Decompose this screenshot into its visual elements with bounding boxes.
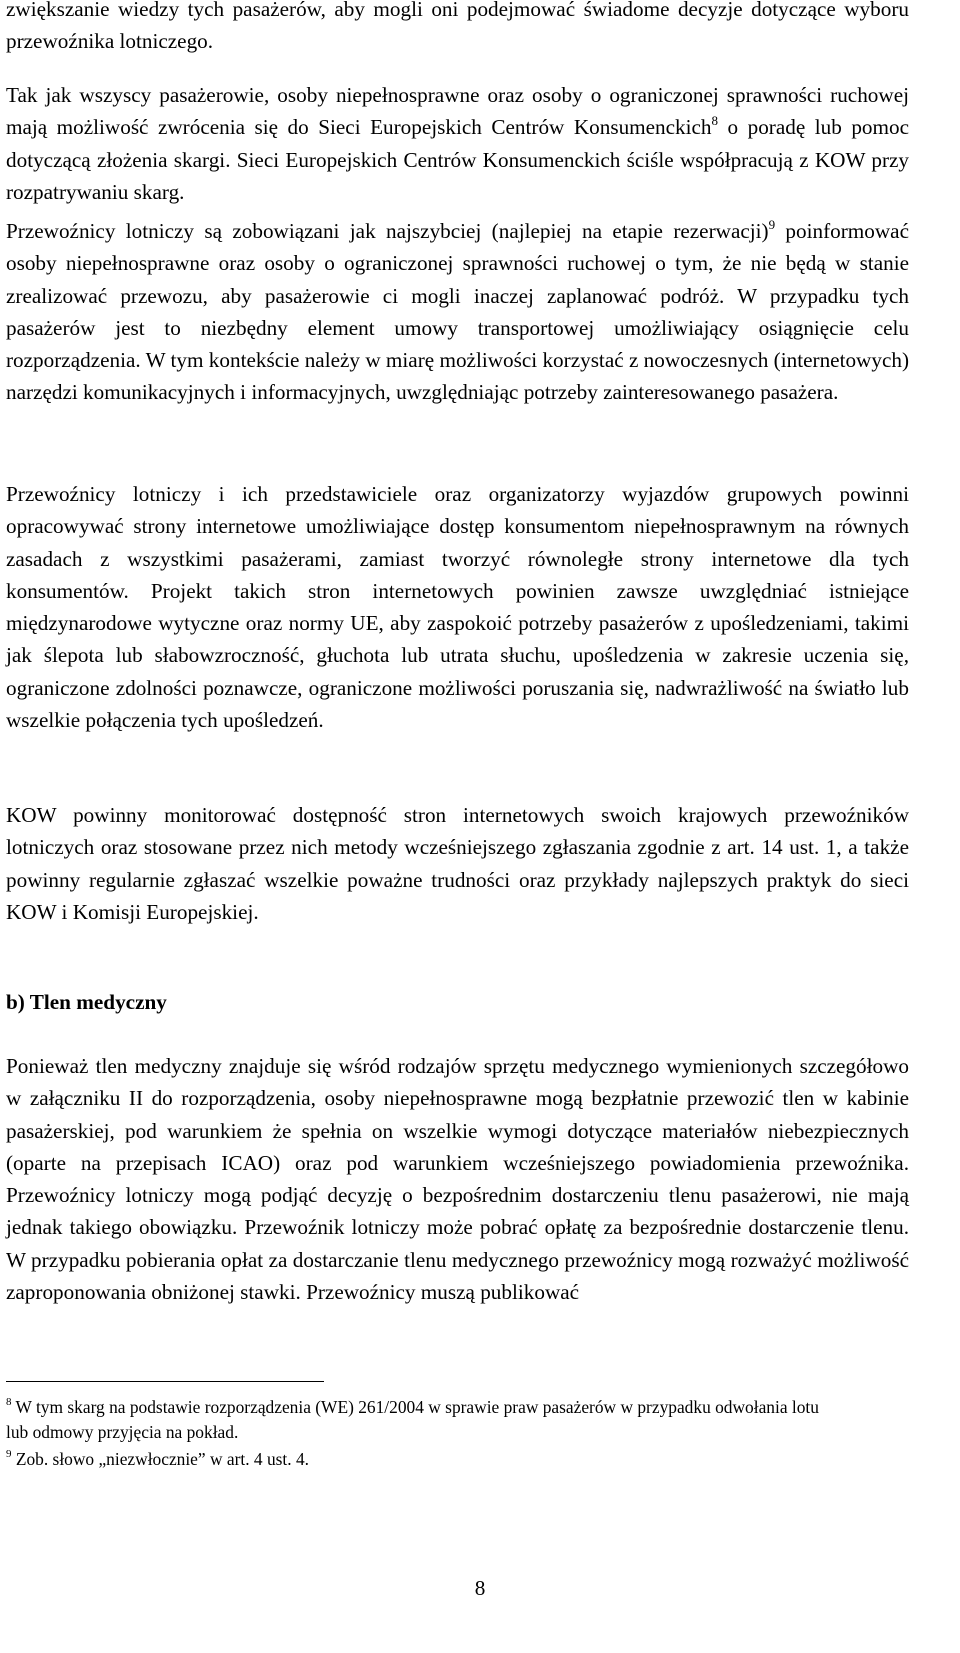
footnote-ref-9: 9 bbox=[768, 217, 776, 232]
paragraph-text: Przewoźnicy lotniczy i ich przedstawiciele oraz organizatorzy wyjazdów grupowych powinni opracowywać strony internetowe umożliwiające dostęp konsumentom niepełnosprawnym na równych zasadach z wszystkimi pasażerami, zamiast tworzyć równoległe strony internetowe dla tych konsumentów. Projekt takich stron internetowych powinien zawsze uwzględniać istniejące międzynarodowe wytyczne oraz normy UE, aby zaspokoić potrzeby pasażerów z upośledzeniami, takimi jak ślepota lub słabowzroczność, głuchota lub utrata słuchu, upośledzenia w zakresie uczenia się, ograniczone zdolności poznawcze, ograniczone możliwości poruszania się, nadwrażliwość na światło lub wszelkie połączenia tych upośledzeń. bbox=[6, 482, 909, 733]
section-heading: b) Tlen medyczny bbox=[6, 990, 167, 1014]
footnote-number: 9 bbox=[6, 1448, 12, 1460]
paragraph-kow-monitoring bbox=[6, 799, 909, 928]
paragraph-text: Ponieważ tlen medyczny znajduje się wśród rodzajów sprzętu medycznego wymienionych szczegółowo w załączniku II do rozporządzenia, osoby niepełnosprawne mogą bezpłatnie przewozić tlen w kabinie pasażerskiej, pod warunkiem że spełnia on wszelkie wymogi dotyczące materiałów niebezpiecznych (oparte na przepisach ICAO) oraz pod warunkiem wcześniejszego powiadomienia przewoźnika. Przewoźnicy lotniczy mogą podjąć decyzję o bezpośrednim dostarczeniu tlenu pasażerowi, nie mają jednak takiego obowiązku. Przewoźnik lotniczy może pobrać opłatę za bezpośrednie dostarczenie tlenu. W przypadku pobierania opłat za dostarczanie tlenu medycznego przewoźnicy mogą rozważyć możliwość zaproponowania obniżonej stawki. Przewoźnicy muszą publikować bbox=[6, 1054, 909, 1305]
footnote-9 bbox=[6, 1447, 836, 1472]
paragraph-text: KOW powinny monitorować dostępność stron internetowych swoich krajowych przewoźników lotniczych oraz stosowane przez nich metody wcześniejszego zgłaszania zgodnie z art. 14 ust. 1, a także powinny regularnie zgłaszać wszelkie poważne trudności oraz przykłady najlepszych praktyk do sieci KOW i Komisji Europejskiej. bbox=[6, 803, 909, 924]
paragraph-consumer-centres bbox=[6, 79, 909, 208]
page-number: 8 bbox=[474, 1576, 486, 1600]
footnote-8 bbox=[6, 1395, 836, 1445]
footnote-text: W tym skarg na podstawie rozporządzenia (WE) 261/2004 w sprawie praw pasażerów w przypadku odwołania lotu lub odmowy przyjęcia na pokład. bbox=[6, 1397, 819, 1442]
paragraph-text: Tak jak wszyscy pasażerowie, osoby niepełnosprawne oraz osoby o ograniczonej sprawności ruchowej mają możliwość zwrócenia się do Sieci Europejskich Centrów Konsumenckich bbox=[6, 83, 909, 140]
footnote-separator bbox=[6, 1381, 324, 1382]
paragraph-medical-oxygen bbox=[6, 1050, 909, 1308]
paragraph-text: o poradę lub pomoc dotyczącą złożenia skargi. Sieci Europejskich Centrów Konsumenckich ściśle współpracują z KOW przy rozpatrywaniu skarg. bbox=[6, 115, 909, 204]
paragraph-text: Przewoźnicy lotniczy są zobowiązani jak najszybciej (najlepiej na etapie rezerwacji) bbox=[6, 219, 769, 243]
paragraph-accessible-websites bbox=[6, 478, 909, 736]
paragraph-carrier-information bbox=[6, 215, 909, 409]
paragraph-text: zwiększanie wiedzy tych pasażerów, aby mogli oni podejmować świadome decyzje dotyczące wyboru przewoźnika lotniczego. bbox=[6, 0, 909, 54]
paragraph-text: poinformować osoby niepełnosprawne oraz osoby o ograniczonej sprawności ruchowej o tym, że nie będą w stanie zrealizować przewozu, aby pasażerowie ci mogli inaczej zaplanować podróż. W przypadku tych pasażerów jest to niezbędny element umowy transportowej umożliwiający osiągnięcie celu rozporządzenia. W tym kontekście należy w miarę możliwości korzystać z nowoczesnych (internetowych) narzędzi komunikacyjnych i informacyjnych, uwzględniając potrzeby zainteresowanego pasażera. bbox=[6, 219, 909, 405]
paragraph-continuation bbox=[6, 0, 909, 58]
footnote-text: Zob. słowo „niezwłocznie” w art. 4 ust. 4. bbox=[11, 1449, 309, 1469]
footnote-number: 8 bbox=[6, 1396, 12, 1408]
footnote-ref-8: 8 bbox=[711, 113, 719, 129]
